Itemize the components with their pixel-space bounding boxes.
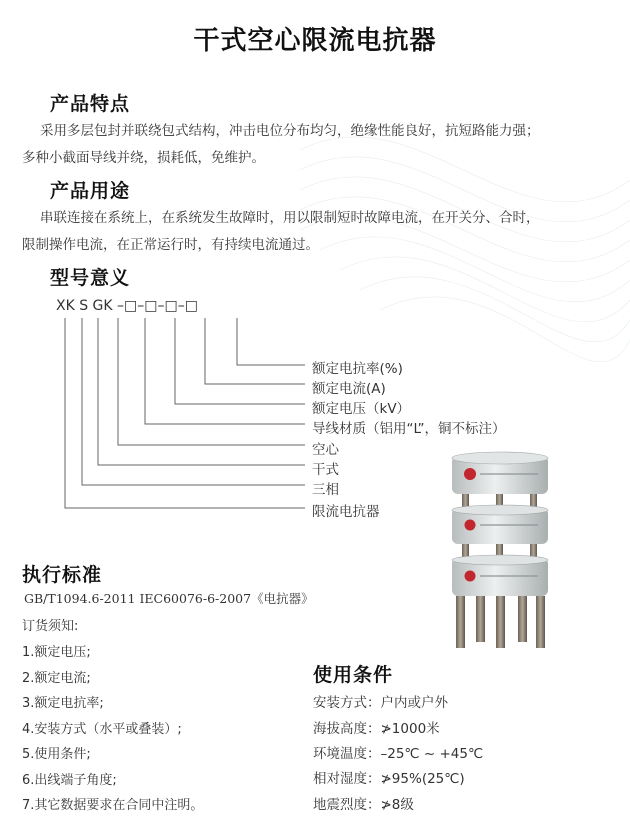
- model-heading: 型号意义: [50, 267, 131, 289]
- standard-text: GB/T1094.6-2011 IEC60076-6-2007《电抗器》: [24, 591, 314, 606]
- features-text-line1: 采用多层包封并联绕包式结构，冲击电位分布均匀，绝缘性能良好，抗短路能力强；: [40, 123, 540, 139]
- order-item: 1.额定电压;: [22, 645, 91, 660]
- order-intro: 订货须知:: [22, 619, 79, 634]
- condition-item: 环境温度：–25℃ ~ +45℃: [313, 746, 484, 762]
- logo-icon: [465, 571, 476, 582]
- order-item: 4.安装方式（水平或叠装）;: [22, 722, 182, 737]
- legend-item: 导线材质（铝用“L”，铜不标注）: [312, 421, 506, 437]
- model-code: XK S GK –□–□–□–□: [56, 298, 198, 314]
- order-item: 5.使用条件;: [22, 747, 91, 762]
- reactor-product-image: [448, 450, 552, 660]
- logo-icon: [464, 468, 476, 480]
- condition-item: 安装方式：户内或户外: [313, 695, 448, 711]
- legend-item: 额定电抗率(%): [312, 361, 403, 377]
- standard-heading: 执行标准: [22, 564, 103, 586]
- features-heading: 产品特点: [50, 93, 131, 115]
- condition-item: 相对湿度：≯95%(25℃): [313, 771, 465, 787]
- legend-item: 额定电流(A): [312, 381, 386, 397]
- features-text-line2: 多种小截面导线并绕，损耗低，免维护。: [22, 150, 265, 166]
- usage-text-line2: 限制操作电流，在正常运行时，有持续电流通过。: [22, 237, 319, 253]
- order-item: 6.出线端子角度;: [22, 773, 117, 788]
- logo-icon: [465, 520, 476, 531]
- page-title: 干式空心限流电抗器: [193, 26, 437, 56]
- order-item: 7.其它数据要求在合同中注明。: [22, 798, 204, 813]
- legend-item: 干式: [312, 462, 339, 478]
- conditions-heading: 使用条件: [313, 664, 394, 686]
- usage-text-line1: 串联连接在系统上，在系统发生故障时，用以限制短时故障电流，在开关分、合时，: [40, 210, 540, 226]
- legend-item: 三相: [312, 482, 339, 498]
- order-item: 3.额定电抗率;: [22, 696, 104, 711]
- order-item: 2.额定电流;: [22, 671, 91, 686]
- legend-item: 限流电抗器: [312, 504, 380, 520]
- condition-item: 地震烈度：≯8级: [313, 797, 414, 813]
- legend-item: 额定电压（kV）: [312, 401, 411, 417]
- legend-item: 空心: [312, 442, 339, 458]
- usage-heading: 产品用途: [50, 180, 131, 202]
- condition-item: 海拔高度：≯1000米: [313, 721, 440, 737]
